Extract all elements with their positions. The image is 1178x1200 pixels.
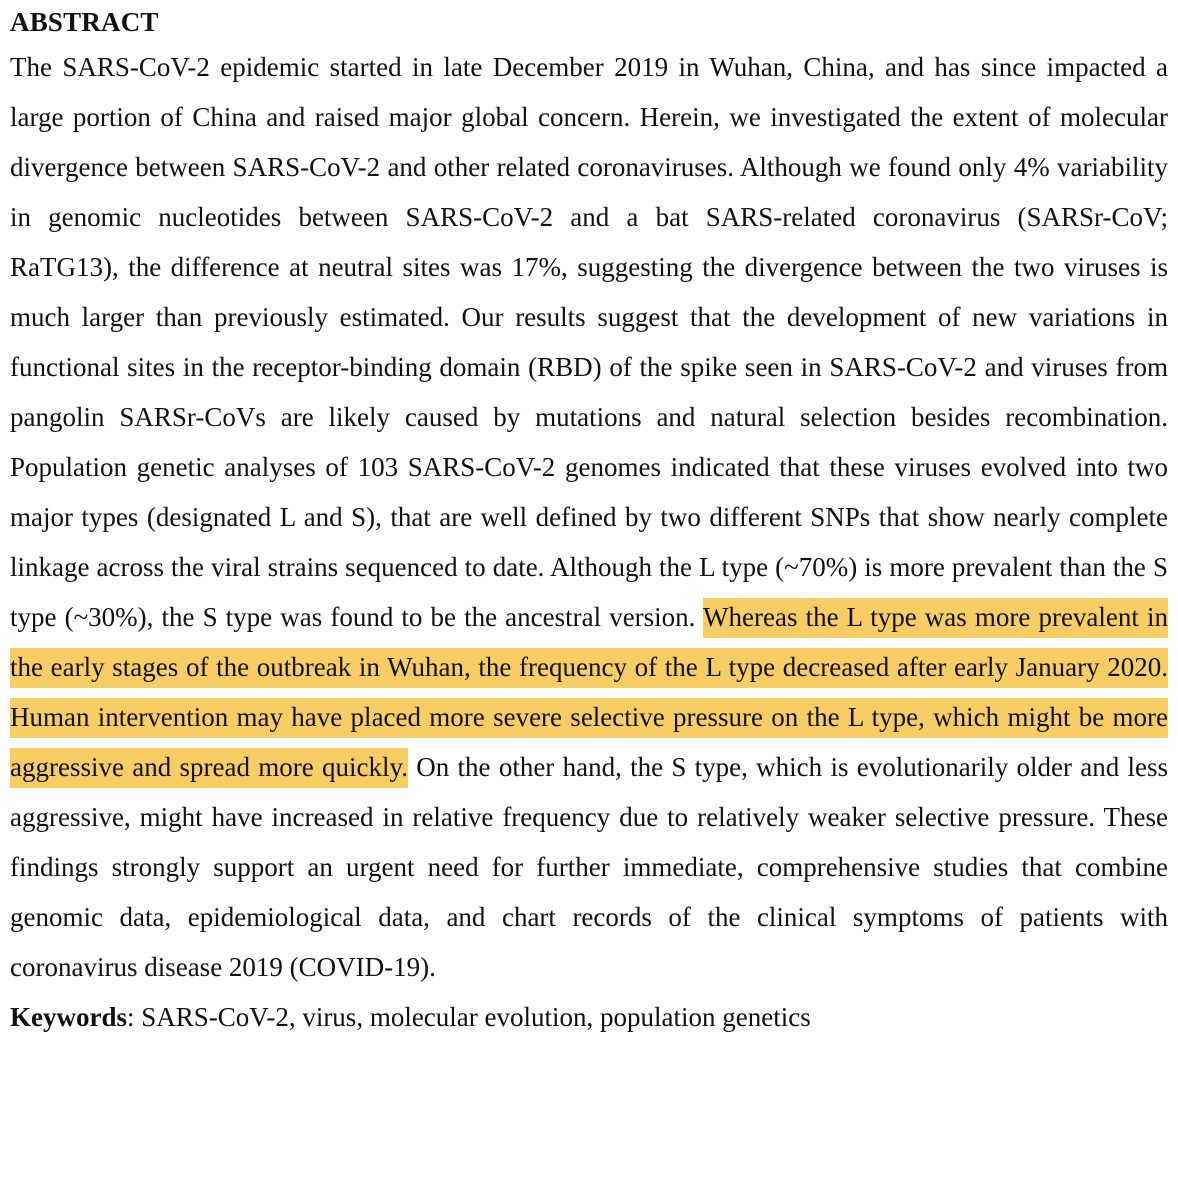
highlighted-text: Whereas the L type was more prevalent in the early stages of the outbreak in Wuhan, the frequency of the L type decreased after early January 2020. [10, 598, 1168, 688]
abstract-heading: ABSTRACT [10, 7, 159, 37]
keywords-line [10, 992, 1168, 1042]
abstract-text-segment: On the other hand, the S type, which is evolutionarily older and less aggressive, might have increased in relative frequency due to relatively weaker selective pressure. These findings strongly support an urgent need for further immediate, comprehensive studies that combine genomic data, epidemiological data, and chart records of the clinical symptoms of patients with coronavirus disease 2019 (COVID-19). [10, 752, 1168, 982]
highlighted-text: Human intervention may have placed more severe selective pressure on the L type, which might be more aggressive and spread more quickly. [10, 698, 1168, 788]
keywords-label: Keywords [10, 1002, 127, 1032]
abstract-page [10, 2, 1168, 1042]
abstract-body [10, 42, 1168, 992]
abstract-text-segment: The SARS-CoV-2 epidemic started in late December 2019 in Wuhan, China, and has since impacted a large portion of China and raised major global concern. Herein, we investigated the extent of molecular divergence between SARS-CoV-2 and other related coronaviruses. Although we found only 4% variability in genomic nucleotides between SARS-CoV-2 and a bat SARS-related coronavirus (SARSr-CoV; RaTG13), the difference at neutral sites was 17%, suggesting the divergence between the two viruses is much larger than previously estimated. Our results suggest that the development of new variations in functional sites in the receptor-binding domain (RBD) of the spike seen in SARS-CoV-2 and viruses from pangolin SARSr-CoVs are likely caused by mutations and natural selection besides recombination. Population genetic analyses of 103 SARS-CoV-2 genomes indicated that these viruses evolved into two major types (designated L and S), that are well defined by two different SNPs that show nearly complete linkage across the viral strains sequenced to date. Although the L type (~70%) is more prevalent than the S type (~30%), the S type was found to be the ancestral version. [10, 52, 1168, 632]
keywords-text: SARS-CoV-2, virus, molecular evolution, population genetics [141, 1002, 811, 1032]
keywords-separator: : [127, 1002, 142, 1032]
